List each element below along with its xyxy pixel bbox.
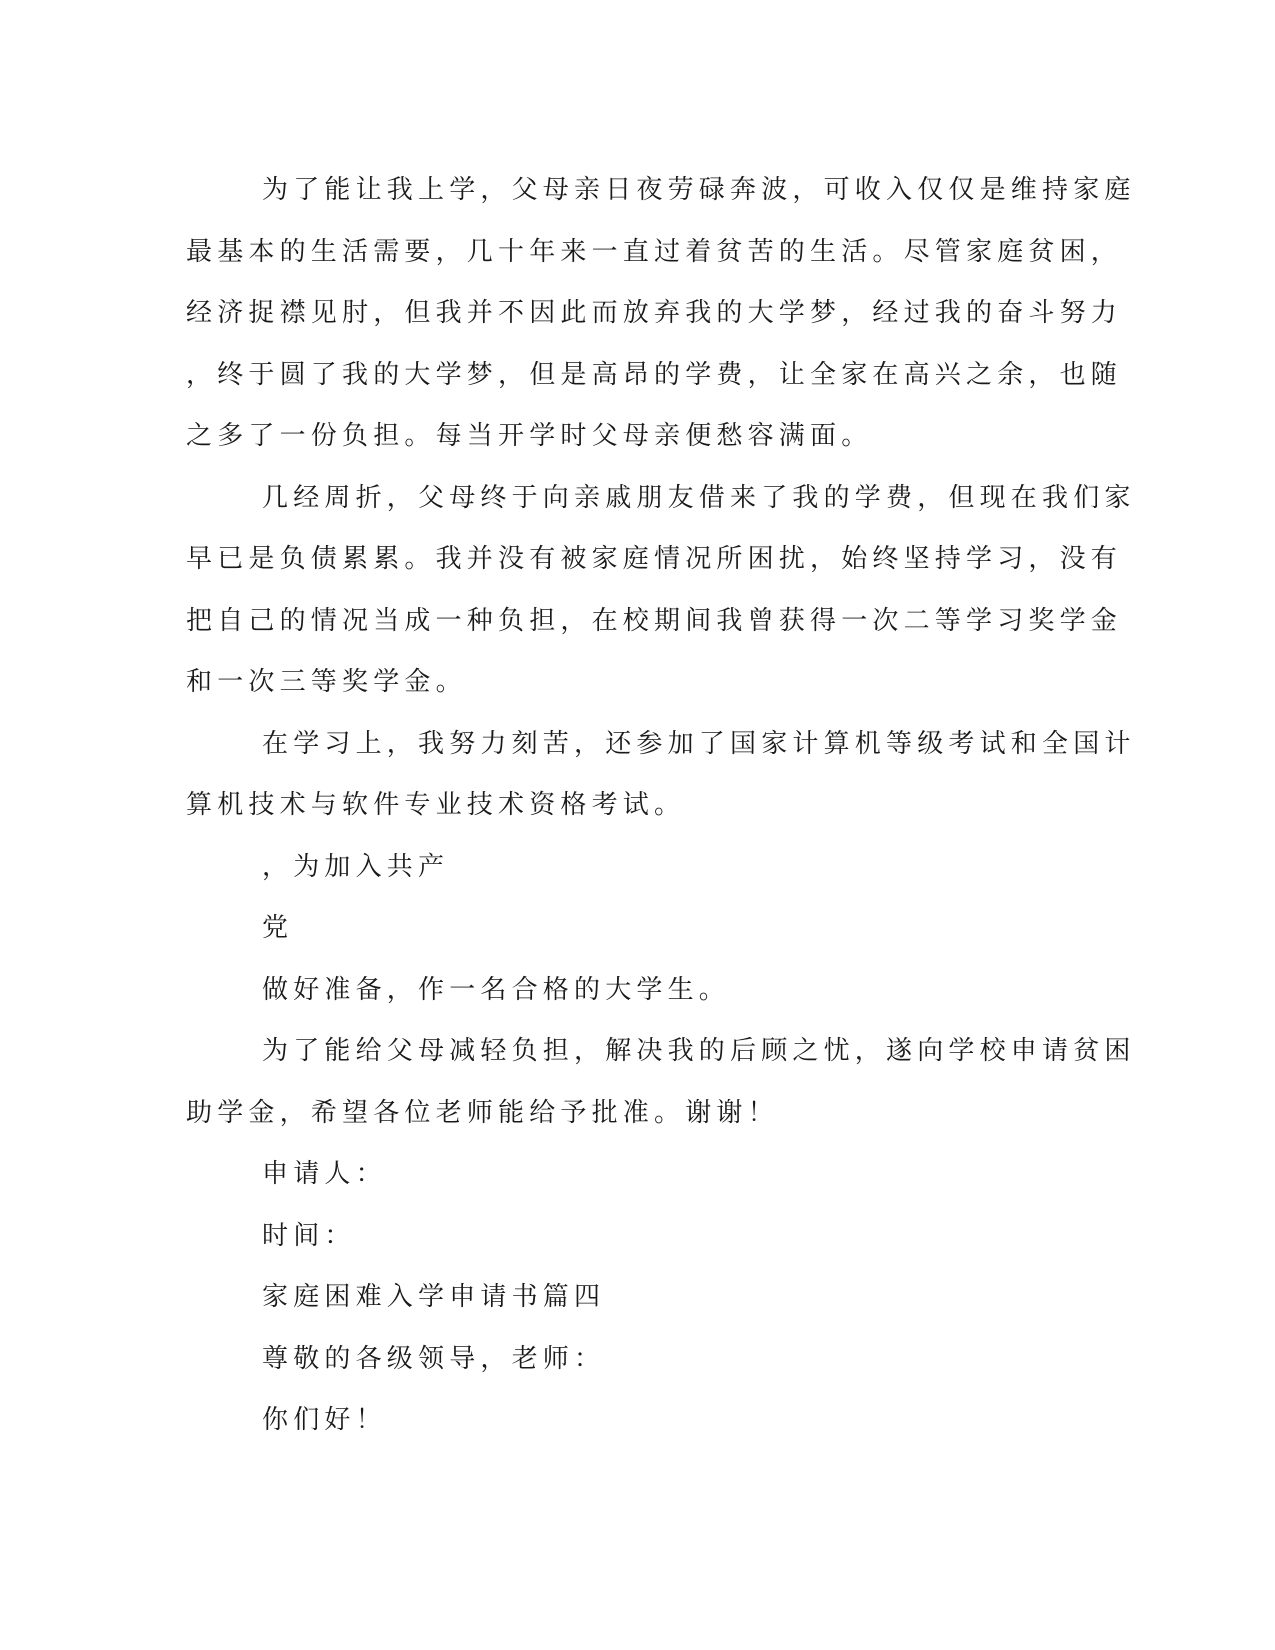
- paragraph-7-line-2: 助学金，希望各位老师能给予批准。谢谢！: [186, 1097, 779, 1128]
- paragraph-5-line-1: 党: [262, 913, 294, 943]
- paragraph-2-line-3: 把自己的情况当成一种负担，在校期间我曾获得一次二等学习奖学金: [186, 605, 1123, 636]
- paragraph-6-line-1: 做好准备，作一名合格的大学生。: [262, 974, 731, 1005]
- greeting: 你们好！: [262, 1405, 387, 1435]
- paragraph-3-line-2: 算机技术与软件专业技术资格考试。: [186, 790, 686, 820]
- paragraph-4-line-1: ，为加入共产: [262, 851, 450, 882]
- paragraph-2-line-2: 早已是负债累累。我并没有被家庭情况所困扰，始终坚持学习，没有: [186, 544, 1123, 574]
- paragraph-1-line-3: 经济捉襟见肘，但我并不因此而放弃我的大学梦，经过我的奋斗努力: [186, 298, 1123, 328]
- section-title: 家庭困难入学申请书篇四: [262, 1282, 606, 1312]
- paragraph-2-line-1: 几经周折，父母终于向亲戚朋友借来了我的学费，但现在我们家: [262, 482, 1136, 513]
- applicant-label: 申请人：: [262, 1159, 387, 1189]
- document-body: [186, 160, 1136, 1452]
- paragraph-3-line-1: 在学习上，我努力刻苦，还参加了国家计算机等级考试和全国计: [262, 728, 1136, 759]
- paragraph-1-line-5: 之多了一份负担。每当开学时父母亲便愁容满面。: [186, 421, 873, 451]
- paragraph-1-line-4: ，终于圆了我的大学梦，但是高昂的学费，让全家在高兴之余，也随: [186, 359, 1123, 390]
- date-label: 时间：: [262, 1220, 356, 1251]
- paragraph-1-line-2: 最基本的生活需要，几十年来一直过着贫苦的生活。尽管家庭贫困，: [186, 236, 1123, 267]
- paragraph-2-line-4: 和一次三等奖学金。: [186, 667, 467, 697]
- paragraph-7-line-1: 为了能给父母减轻负担，解决我的后顾之忧，遂向学校申请贫困: [262, 1036, 1136, 1066]
- paragraph-1-line-1: 为了能让我上学，父母亲日夜劳碌奔波，可收入仅仅是维持家庭: [262, 175, 1136, 205]
- salutation: 尊敬的各级领导，老师：: [262, 1343, 606, 1374]
